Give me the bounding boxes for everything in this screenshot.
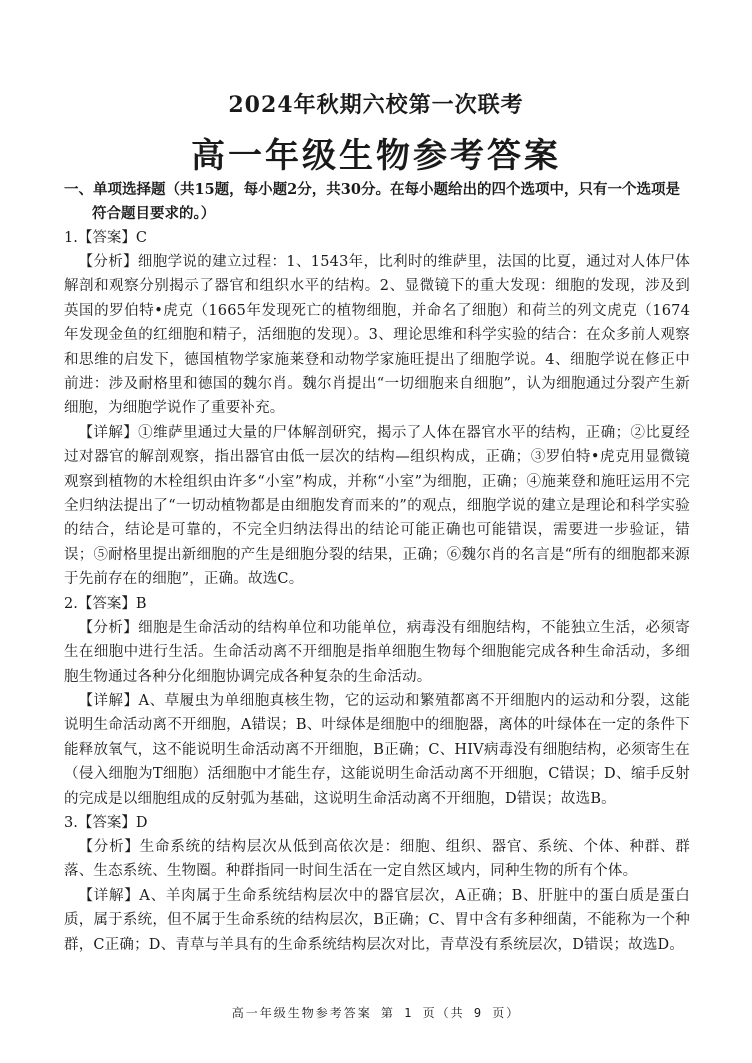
answer-content xyxy=(64,178,690,957)
question-number: 3. xyxy=(64,814,78,831)
question-block-1 xyxy=(64,226,690,592)
question-number: 2. xyxy=(64,595,78,612)
analysis-paragraph: 【分析】细胞学说的建立过程：1、1543年，比利时的维萨里，法国的比夏，通过对人体尸体解剖和观察分别揭示了器官和组织水平的结构。2、显微镜下的重大发现：细胞的发现，涉及到英国的罗伯特•虎克（1665年发现死亡的植物细胞，并命名了细胞）和荷兰的列文虎克（1674年发现金鱼的红细胞和精子，活细胞的发现）。3、理论思维和科学实验的结合：在众多前人观察和思维的启发下，德国植物学家施莱登和动物学家施旺提出了细胞学说。4、细胞学说在修正中前进：涉及耐格里和德国的魏尔肖。魏尔肖提出“一切细胞来自细胞”，认为细胞通过分裂产生新细胞，为细胞学说作了重要补充。 xyxy=(64,254,690,417)
question-answer-line xyxy=(64,226,690,250)
analysis-paragraph: 【分析】细胞是生命活动的结构单位和功能单位，病毒没有细胞结构，不能独立生活，必须寄生在细胞中进行生活。生命活动离不开细胞是指单细胞生物每个细胞能完成各种生命活动，多细胞生物通过各种分化细胞协调完成各种复杂的生命活动。 xyxy=(64,619,690,685)
answer-label: 【答案】B xyxy=(77,595,147,612)
question-block-2 xyxy=(64,592,690,811)
question-answer-line xyxy=(64,592,690,616)
section-heading: 一、单项选择题（共15题，每小题2分，共30分。在每小题给出的四个选项中，只有一个选项是符合题目要求的。） xyxy=(64,181,680,222)
exam-title: 2024年秋期六校第一次联考 xyxy=(228,92,524,118)
answer-label: 【答案】C xyxy=(77,230,147,246)
detail-paragraph: 【详解】A、羊肉属于生命系统结构层次中的器官层次，A正确；B、肝脏中的蛋白质是蛋白质，属于系统，但不属于生命系统的结构层次，B正确；C、胃中含有多种细菌，不能称为一个种群，C正确；D、青草与羊具有的生命系统结构层次对比，青草没有系统层次，D错误；故选D。 xyxy=(64,887,690,953)
question-answer-line xyxy=(64,811,690,835)
answer-label: 【答案】D xyxy=(77,814,148,831)
question-block-3 xyxy=(64,811,690,957)
detail-paragraph: 【详解】①维萨里通过大量的尸体解剖研究，揭示了人体在器官水平的结构，正确；②比夏经过对器官的解剖观察，指出器官由低一层次的结构—组织构成，正确；③罗伯特•虎克用显微镜观察到植物的木栓组织由许多“小室”构成，并称“小室”为细胞，正确；④施莱登和施旺运用不完全归纳法提出了“一切动植物都是由细胞发育而来的”的观点，细胞学说的建立是理论和科学实验的结合，结论是可靠的，不完全归纳法得出的结论可能正确也可能错误，需要进一步验证，错误；⑤耐格里提出新细胞的产生是细胞分裂的结果，正确；⑥魏尔肖的名言是“所有的细胞都来源于先前存在的细胞”，正确。故选C。 xyxy=(64,424,690,588)
page-footer: 高一年级生物参考答案 第 1 页（共 9 页） xyxy=(231,1006,521,1020)
document-title: 高一年级生物参考答案 xyxy=(191,136,561,176)
detail-paragraph: 【详解】A、草履虫为单细胞真核生物，它的运动和繁殖都离不开细胞内的运动和分裂，这能说明生命活动离不开细胞，A错误；B、叶绿体是细胞中的细胞器，离体的叶绿体在一定的条件下能释放氧气，这不能说明生命活动离不开细胞，B正确；C、HIV病毒没有细胞结构，必须寄生在（侵入细胞为T细胞）活细胞中才能生存，这能说明生命活动离不开细胞，C错误；D、缩手反射的完成是以细胞组成的反射弧为基础，这说明生命活动离不开细胞，D错误；故选B。 xyxy=(64,692,690,807)
question-number: 1. xyxy=(64,230,78,246)
analysis-paragraph: 【分析】生命系统的结构层次从低到高依次是：细胞、组织、器官、系统、个体、种群、群落、生态系统、生物圈。种群指同一时间生活在一定自然区域内，同种生物的所有个体。 xyxy=(64,838,690,880)
